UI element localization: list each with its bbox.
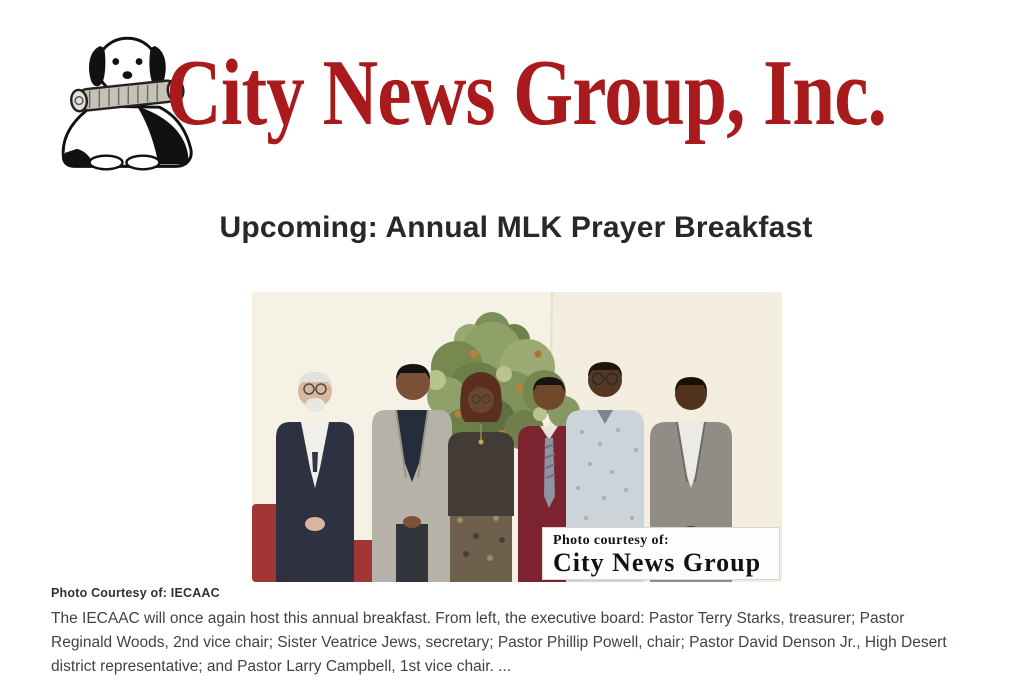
photo-credit-line1: Photo courtesy of: — [553, 533, 670, 548]
company-name: City News Group, Inc. — [166, 41, 887, 145]
article-headline: Upcoming: Annual MLK Prayer Breakfast — [219, 211, 813, 244]
photo-credit-overlay — [542, 527, 780, 580]
photo-caption: Photo Courtesy of: IECAAC — [51, 586, 220, 600]
body-line: Reginald Woods, 2nd vice chair; Sister Veatrice Jews, secretary; Pastor Phillip Powell, chair; Pastor David Denson Jr., High Desert — [51, 634, 947, 651]
body-line: district representative; and Pastor Larry Campbell, 1st vice chair. ... — [51, 658, 512, 675]
article-body — [51, 607, 996, 679]
photo-credit-line2: City News Group — [553, 548, 762, 577]
body-line: The IECAAC will once again host this annual breakfast. From left, the executive board: Pastor Terry Starks, treasurer; Pastor — [51, 610, 905, 627]
article-photo — [252, 292, 782, 582]
